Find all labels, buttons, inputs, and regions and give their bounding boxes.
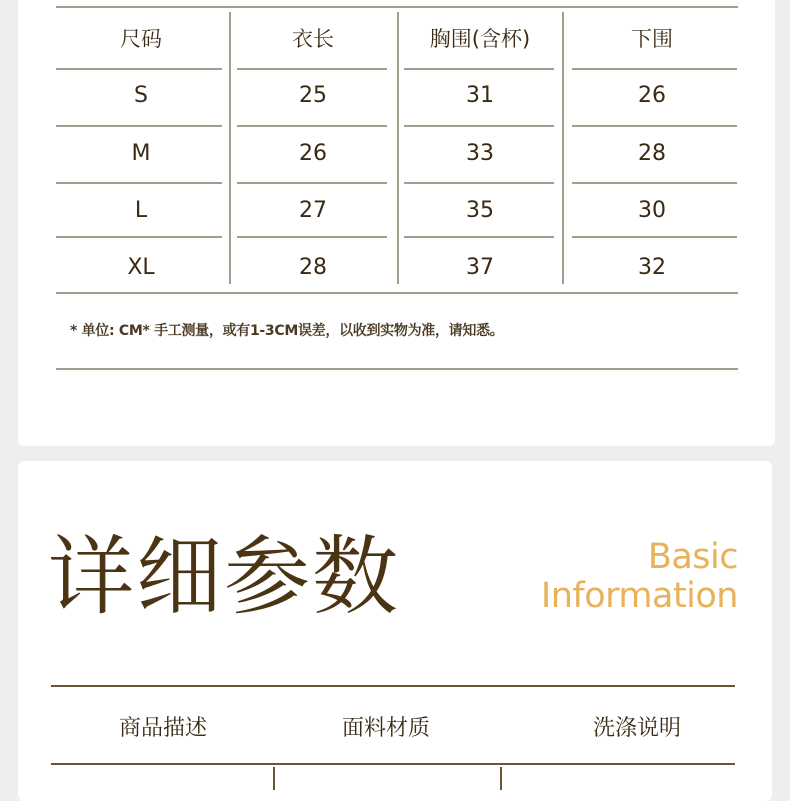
column-divider: [229, 12, 231, 284]
tab-washing-instructions[interactable]: 洗涤说明: [592, 716, 681, 741]
row-rule: [237, 125, 387, 127]
row-rule: [572, 182, 737, 184]
row-rule: [404, 182, 554, 184]
measurement-note: * 单位: CM* 手工测量，或有1-3CM误差，以收到实物为准，请知悉。: [70, 323, 504, 339]
column-divider: [397, 12, 399, 284]
cell-length: 28: [299, 255, 327, 280]
row-rule: [56, 236, 222, 238]
header-length: 衣长: [292, 27, 334, 51]
row-rule: [237, 68, 387, 70]
section-title: 详细参数: [48, 527, 400, 627]
cell-size: L: [134, 198, 148, 223]
column-divider: [500, 767, 502, 790]
details-card: [18, 461, 772, 801]
section-subtitle-line1: Basic: [647, 537, 738, 577]
row-rule: [237, 182, 387, 184]
cell-bust: 37: [466, 255, 494, 280]
tabs-bottom-rule: [51, 763, 735, 765]
cell-underbust: 28: [638, 141, 666, 166]
cell-underbust: 32: [638, 255, 666, 280]
row-rule: [237, 236, 387, 238]
cell-bust: 35: [466, 198, 494, 223]
row-rule: [56, 125, 222, 127]
cell-size: XL: [127, 255, 155, 280]
table-top-rule: [56, 6, 738, 8]
tab-product-description[interactable]: 商品描述: [118, 716, 207, 741]
row-rule: [572, 236, 737, 238]
row-rule: [404, 236, 554, 238]
header-size: 尺码: [120, 27, 162, 51]
cell-length: 25: [299, 83, 327, 108]
section-subtitle-line2: Information: [540, 576, 738, 616]
column-divider: [562, 12, 564, 284]
row-rule: [404, 68, 554, 70]
cell-bust: 33: [466, 141, 494, 166]
tabs-top-rule: [51, 685, 735, 687]
row-rule: [56, 68, 222, 70]
cell-size: M: [131, 141, 151, 166]
row-rule: [404, 125, 554, 127]
header-underbust: 下围: [631, 27, 673, 51]
header-bust: 胸围(含杯): [429, 27, 531, 51]
row-rule: [572, 68, 737, 70]
row-rule: [56, 182, 222, 184]
cell-underbust: 30: [638, 198, 666, 223]
cell-size: S: [134, 83, 148, 108]
row-rule: [572, 125, 737, 127]
column-divider: [273, 767, 275, 790]
cell-length: 26: [299, 141, 327, 166]
tab-fabric[interactable]: 面料材质: [341, 716, 430, 741]
table-bottom-rule: [56, 292, 738, 294]
cell-length: 27: [299, 198, 327, 223]
cell-underbust: 26: [638, 83, 666, 108]
cell-bust: 31: [466, 83, 494, 108]
note-bottom-rule: [56, 368, 738, 370]
